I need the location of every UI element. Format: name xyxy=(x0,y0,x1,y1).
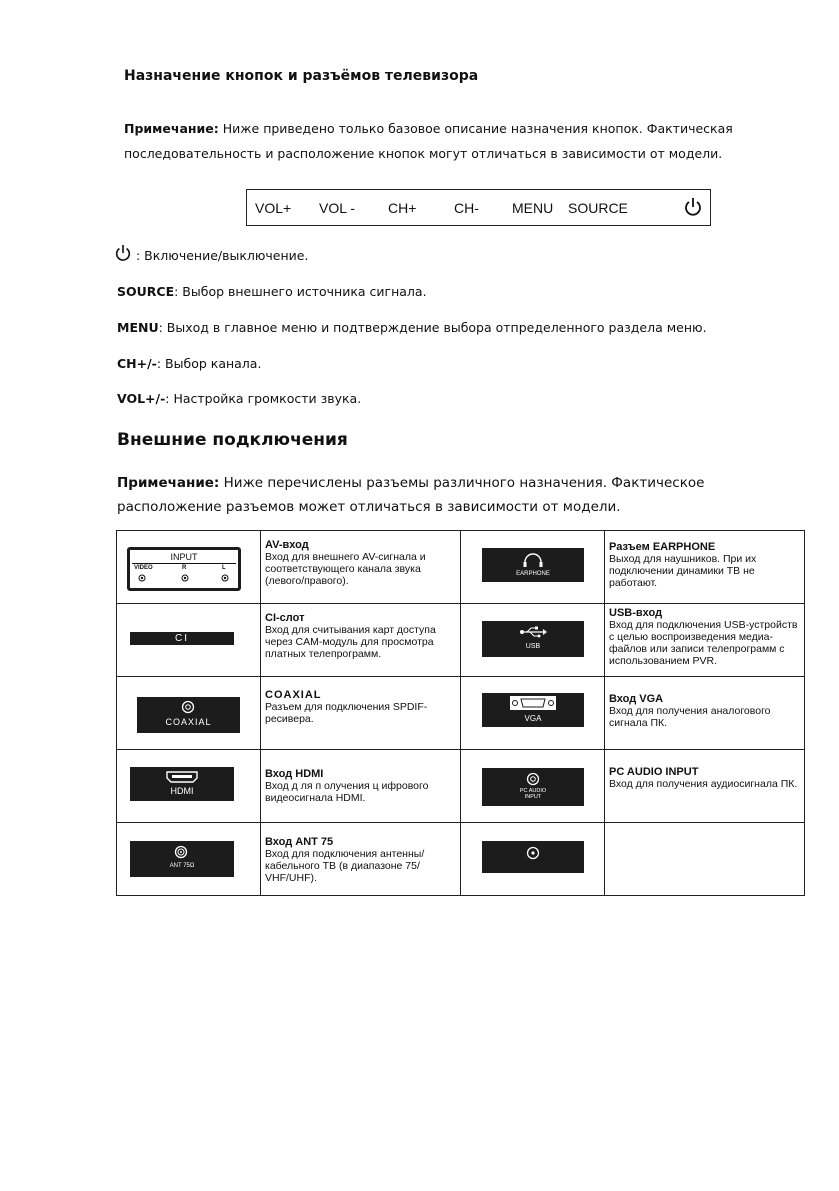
hdmi-port-icon xyxy=(166,771,198,783)
jack-icon xyxy=(526,846,540,860)
ant-text: Вход для подключения антенны/ кабельного ТВ (в диапазоне 75/ VHF/UHF). xyxy=(265,848,425,884)
vga-text: Вход для получения аналогового сигнала ПК. xyxy=(609,705,771,729)
ch-key: CH+/- xyxy=(117,356,157,371)
connectors-table xyxy=(116,530,805,896)
coaxial-text: Разъем для подключения SPDIF-ресивера. xyxy=(265,701,428,725)
ant-panel xyxy=(130,841,234,877)
ci-text: Вход для считывания карт доступа через CAM-модуль для просмотра платных телепрограмм. xyxy=(265,624,436,660)
coaxial-panel-label: COAXIAL xyxy=(165,717,212,727)
ch-minus-label: CH- xyxy=(454,200,479,216)
coaxial-panel xyxy=(137,697,240,733)
power-icon xyxy=(683,197,703,218)
note-label: Примечание: xyxy=(124,121,219,136)
earphone-image-cell xyxy=(461,531,605,604)
ci-image-cell xyxy=(117,604,261,677)
usb-icon xyxy=(519,626,547,638)
source-text: : Выбор внешнего источника сигнала. xyxy=(174,284,427,299)
coaxial-text-cell xyxy=(261,677,461,750)
note2-line-1 xyxy=(117,475,704,491)
av-panel-title: INPUT xyxy=(170,552,198,562)
vol-key: VOL+/- xyxy=(117,391,166,406)
pcaudio-panel xyxy=(482,768,584,806)
ant-panel-label: ANT 75Ω xyxy=(169,863,195,869)
ci-panel: CI xyxy=(130,632,234,645)
blank-jack-panel xyxy=(482,841,584,873)
hdmi-image-cell xyxy=(117,750,261,823)
section-title: Внешние подключения xyxy=(117,430,348,450)
source-label: SOURCE xyxy=(568,200,628,216)
pcaudio-text-cell xyxy=(605,750,805,823)
av-title: AV-вход xyxy=(265,539,309,551)
usb-text-cell xyxy=(605,604,805,677)
av-text-cell xyxy=(261,531,461,604)
pcaudio-title: PC AUDIO INPUT xyxy=(609,766,699,778)
table-row xyxy=(117,677,805,750)
pcaudio-panel-label-1: PC AUDIO xyxy=(519,788,547,794)
menu-text: : Выход в главное меню и подтверждение выбора отпределенного раздела меню. xyxy=(158,320,707,335)
earphone-panel-label: EARPHONE xyxy=(516,571,550,577)
usb-panel-label: USB xyxy=(525,643,541,650)
coaxial-image-cell xyxy=(117,677,261,750)
av-l-label: L xyxy=(222,565,226,571)
av-jacks-icon xyxy=(130,573,238,583)
pcaudio-image-cell xyxy=(461,750,605,823)
vga-port-icon xyxy=(510,696,556,710)
ant-title: Вход ANT 75 xyxy=(265,836,334,848)
table-row xyxy=(117,750,805,823)
note-line-2: последовательность и расположение кнопок могут отличаться в зависимости от модели. xyxy=(124,146,723,161)
av-image-cell xyxy=(117,531,261,604)
menu-key: MENU xyxy=(117,320,159,335)
menu-label: MENU xyxy=(512,200,554,216)
source-description xyxy=(117,284,427,299)
table-row xyxy=(117,531,805,604)
note2-label: Примечание: xyxy=(117,475,220,491)
note2-line-2: расположение разъемов может отличаться в зависимости от модели. xyxy=(117,499,621,515)
ch-description xyxy=(117,356,261,371)
earphone-title: Разъем EARPHONE xyxy=(609,541,716,553)
pcaudio-jack-icon xyxy=(526,772,540,786)
vga-panel xyxy=(482,693,584,727)
note-line-1 xyxy=(124,121,733,136)
vga-panel-label: VGA xyxy=(524,714,542,723)
ch-text: : Выбор канала. xyxy=(156,356,262,371)
hdmi-panel-label: HDMI xyxy=(170,786,194,796)
av-text: Вход для внешнего AV-сигнала и соответствующего канала звука (левого/правого). xyxy=(265,551,426,587)
vga-title: Вход VGA xyxy=(609,693,664,705)
usb-text: Вход для подключения USB-устройств с целью воспроизведения медиа-файлов или записи телепрограмм с использованием PVR. xyxy=(609,619,798,667)
vol-plus-label: VOL+ xyxy=(255,200,292,216)
vol-minus-label: VOL - xyxy=(319,200,356,216)
av-panel xyxy=(127,547,241,591)
earphone-text: Выход для наушников. При их подключении динамики ТВ не работают. xyxy=(609,553,757,589)
earphone-panel xyxy=(482,548,584,582)
ci-text-cell xyxy=(261,604,461,677)
button-panel xyxy=(246,189,711,226)
note2-text-1: Ниже перечислены разъемы различного назначения. Фактическое xyxy=(223,475,705,491)
av-r-label: R xyxy=(182,565,187,571)
usb-image-cell xyxy=(461,604,605,677)
page-title: Назначение кнопок и разъёмов телевизора xyxy=(124,68,479,84)
ant-jack-icon xyxy=(174,845,188,859)
ch-plus-label: CH+ xyxy=(388,200,417,216)
vga-image-cell xyxy=(461,677,605,750)
note-text-1: Ниже приведено только базовое описание назначения кнопок. Фактическая xyxy=(222,121,733,136)
hdmi-title: Вход HDMI xyxy=(265,768,324,780)
power-description: : Включение/выключение. xyxy=(136,248,309,263)
usb-title: USB-вход xyxy=(609,607,663,619)
pcaudio-text: Вход для получения аудиосигнала ПК. xyxy=(609,778,798,790)
table-row xyxy=(117,823,805,896)
hdmi-text-cell xyxy=(261,750,461,823)
ant-text-cell xyxy=(261,823,461,896)
av-video-label: VIDEO xyxy=(134,565,153,571)
earphone-text-cell xyxy=(605,531,805,604)
power-icon xyxy=(114,244,132,263)
pcaudio-panel-label-2: INPUT xyxy=(524,794,542,800)
ci-title: CI-слот xyxy=(265,612,305,624)
source-key: SOURCE xyxy=(117,284,175,299)
usb-panel xyxy=(482,621,584,657)
divider xyxy=(132,563,236,564)
menu-description xyxy=(117,320,707,335)
blank-text-cell xyxy=(605,823,805,896)
headphones-icon xyxy=(522,552,544,568)
vol-text: : Настройка громкости звука. xyxy=(165,391,362,406)
vol-description xyxy=(117,391,361,406)
blank-jack-image-cell xyxy=(461,823,605,896)
coaxial-title: COAXIAL xyxy=(265,689,322,701)
ant-image-cell xyxy=(117,823,261,896)
hdmi-text: Вход д ля п олучения ц ифрового видеосигнала HDMI. xyxy=(265,780,429,804)
vga-text-cell xyxy=(605,677,805,750)
hdmi-panel xyxy=(130,767,234,801)
table-row xyxy=(117,604,805,677)
coaxial-jack-icon xyxy=(181,700,195,714)
